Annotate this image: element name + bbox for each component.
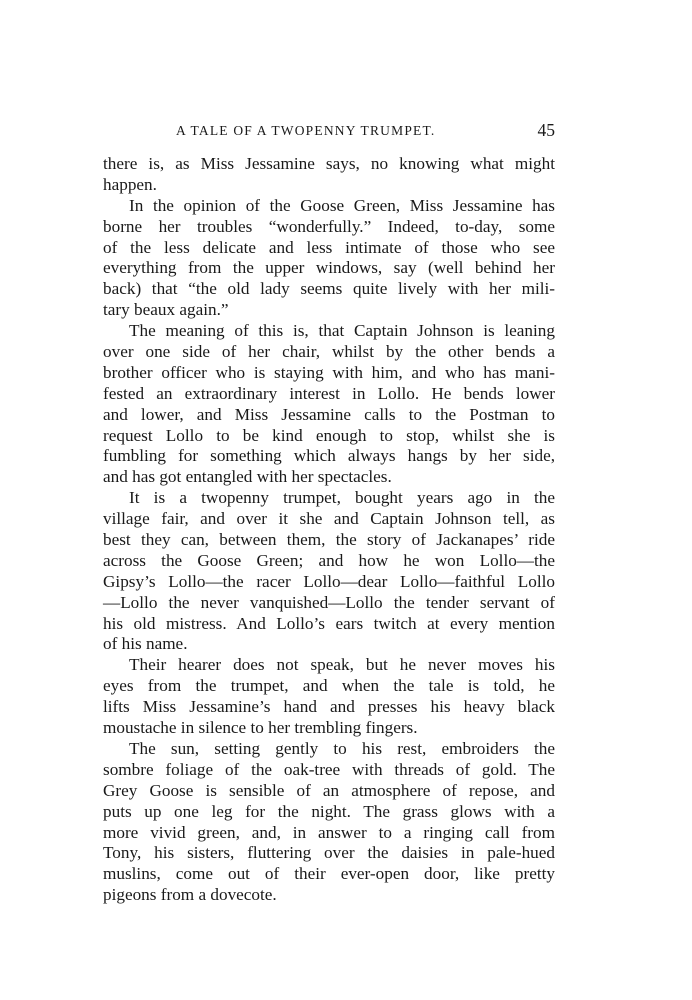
running-title: A TALE OF A TWOPENNY TRUMPET.	[176, 123, 436, 138]
paragraph	[103, 154, 555, 196]
text-line: The sun, setting gently to his rest, embroiders the	[129, 738, 555, 758]
text-line: Tony, his sisters, fluttering over the daisies in pale-hued	[103, 843, 555, 863]
text-line: brother officer who is staying with him, and who has mani-	[103, 362, 555, 382]
text-line: his old mistress. And Lollo’s ears twitch at every mention	[103, 613, 555, 633]
body-text	[103, 154, 555, 906]
paragraph	[103, 488, 555, 655]
paragraph	[103, 196, 555, 321]
text-line: Their hearer does not speak, but he never moves his	[129, 655, 555, 675]
text-line: village fair, and over it she and Captain Johnson tell, as	[103, 509, 555, 529]
text-line: lifts Miss Jessamine’s hand and presses his heavy black	[103, 697, 555, 717]
text-line: and lower, and Miss Jessamine calls to the Postman to	[103, 404, 555, 424]
text-line: tary beaux again.”	[103, 300, 229, 320]
text-line: more vivid green, and, in answer to a ringing call from	[103, 822, 555, 842]
text-line: It is a twopenny trumpet, bought years ago in the	[129, 488, 555, 508]
running-head	[103, 121, 555, 141]
text-line: Gipsy’s Lollo—the racer Lollo—dear Lollo—faithful Lollo	[103, 571, 555, 591]
text-line: eyes from the trumpet, and when the tale is told, he	[103, 676, 555, 696]
paragraph	[103, 739, 555, 906]
text-line: happen.	[103, 174, 157, 194]
text-line: of the less delicate and less intimate of those who see	[103, 237, 555, 257]
text-line: pigeons from a dovecote.	[103, 885, 277, 905]
text-line: In the opinion of the Goose Green, Miss Jessamine has	[129, 195, 555, 215]
text-line: everything from the upper windows, say (well behind her	[103, 258, 555, 278]
paragraph	[103, 321, 555, 488]
text-line: fumbling for something which always hangs by her side,	[103, 446, 555, 466]
text-line: across the Goose Green; and how he won Lollo—the	[103, 550, 555, 570]
text-line: muslins, come out of their ever-open door, like pretty	[103, 864, 555, 884]
text-line: The meaning of this is, that Captain Johnson is leaning	[129, 321, 555, 341]
text-line: sombre foliage of the oak-tree with threads of gold. The	[103, 759, 555, 779]
paragraph	[103, 655, 555, 739]
text-line: Grey Goose is sensible of an atmosphere of repose, and	[103, 780, 555, 800]
text-line: borne her troubles “wonderfully.” Indeed, to-day, some	[103, 216, 555, 236]
text-line: fested an extraordinary interest in Lollo. He bends lower	[103, 383, 555, 403]
text-line: request Lollo to be kind enough to stop, whilst she is	[103, 425, 555, 445]
page-number: 45	[537, 120, 555, 140]
text-line: puts up one leg for the night. The grass glows with a	[103, 801, 555, 821]
text-line: and has got entangled with her spectacles.	[103, 467, 392, 487]
text-line: —Lollo the never vanquished—Lollo the tender servant of	[103, 592, 555, 612]
text-line: over one side of her chair, whilst by the other bends a	[103, 342, 555, 362]
text-line: back) that “the old lady seems quite lively with her mili-	[103, 279, 555, 299]
text-line: of his name.	[103, 634, 188, 654]
text-line: best they can, between them, the story of Jackanapes’ ride	[103, 530, 555, 550]
text-line: moustache in silence to her trembling fingers.	[103, 718, 418, 738]
text-line: there is, as Miss Jessamine says, no knowing what might	[103, 154, 555, 173]
